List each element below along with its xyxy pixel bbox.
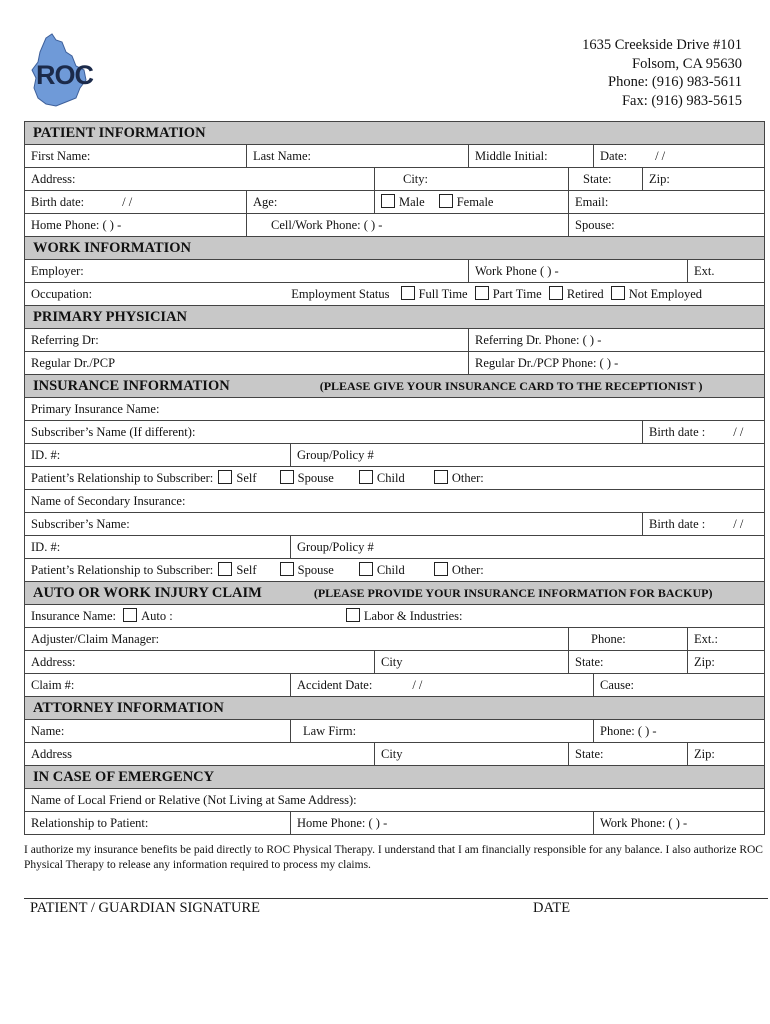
authorization-text: I authorize my insurance benefits be paid directly to ROC Physical Therapy. I understand that I am financially responsible for any balance. I also authorize ROC Physical Therapy to release any information required to process my claims. — [24, 844, 763, 871]
secondary-relationship-row — [25, 559, 765, 582]
zip-field[interactable]: Zip: — [643, 168, 765, 191]
section-primary-physician: PRIMARY PHYSICIAN — [25, 306, 765, 329]
claim-number-field[interactable]: Claim #: — [25, 674, 291, 697]
cell-phone-label: Cell/Work Phone: ( ) - — [271, 217, 383, 232]
insurance-heading: INSURANCE INFORMATION — [33, 377, 230, 394]
part-time-label: Part Time — [492, 287, 542, 301]
spouse-field[interactable]: Spouse: — [569, 214, 765, 237]
occupation-label: Occupation: — [31, 287, 93, 301]
group-policy-field[interactable]: Group/Policy # — [291, 444, 765, 467]
last-name-field[interactable]: Last Name: — [247, 145, 469, 168]
insurance-name-label: Insurance Name: — [31, 609, 117, 623]
birth-date-slashes: / / — [122, 194, 133, 209]
attorney-zip-field[interactable]: Zip: — [688, 743, 765, 766]
other-checkbox[interactable] — [434, 470, 448, 484]
birth-date-label: Birth date : — [649, 516, 706, 531]
secondary-birth-date-field[interactable] — [643, 513, 765, 536]
emergency-work-phone-field[interactable]: Work Phone: ( ) - — [594, 812, 765, 835]
law-firm-field[interactable] — [291, 720, 594, 743]
insurance-note: (PLEASE GIVE YOUR INSURANCE CARD TO THE RECEPTIONIST ) — [319, 378, 703, 393]
emergency-home-phone-field[interactable]: Home Phone: ( ) - — [291, 812, 594, 835]
home-phone-field[interactable]: Home Phone: ( ) - — [25, 214, 247, 237]
section-patient-information: PATIENT INFORMATION — [25, 122, 765, 145]
female-checkbox[interactable] — [439, 194, 453, 208]
retired-checkbox[interactable] — [549, 286, 563, 300]
child-label: Child — [376, 471, 405, 485]
subscriber-name-field[interactable]: Subscriber’s Name (If different): — [25, 421, 643, 444]
secondary-id-field[interactable]: ID. #: — [25, 536, 291, 559]
child-label: Child — [376, 563, 405, 577]
subscriber-birth-date-field[interactable] — [643, 421, 765, 444]
cell-phone-field[interactable] — [247, 214, 569, 237]
spouse-checkbox[interactable] — [280, 470, 294, 484]
auto-label: Auto : — [141, 609, 173, 623]
male-label: Male — [399, 195, 425, 209]
birth-date-slashes: / / — [733, 424, 744, 439]
birth-date-slashes: / / — [733, 516, 744, 531]
middle-initial-field[interactable]: Middle Initial: — [469, 145, 594, 168]
attorney-state-field[interactable]: State: — [569, 743, 688, 766]
birth-date-field[interactable] — [25, 191, 247, 214]
other-label: Other: — [451, 471, 484, 485]
spouse-label: Spouse — [297, 471, 334, 485]
attorney-name-field[interactable]: Name: — [25, 720, 291, 743]
local-friend-field[interactable]: Name of Local Friend or Relative (Not Living at Same Address): — [25, 789, 765, 812]
injury-note: (PLEASE PROVIDE YOUR INSURANCE INFORMATION FOR BACKUP) — [313, 585, 713, 600]
occupation-row — [25, 283, 765, 306]
city-label: City: — [403, 171, 429, 186]
injury-address-field[interactable]: Address: — [25, 651, 375, 674]
logo-text: ROC — [36, 60, 93, 90]
date-slashes: / / — [655, 148, 666, 163]
child-checkbox[interactable] — [359, 562, 373, 576]
section-insurance-information — [25, 375, 765, 398]
referring-dr-phone-field[interactable]: Referring Dr. Phone: ( ) - — [469, 329, 765, 352]
date-label: Date: — [600, 148, 628, 163]
section-injury-claim — [25, 582, 765, 605]
attorney-phone-field[interactable]: Phone: ( ) - — [594, 720, 765, 743]
birth-date-label: Birth date: — [31, 194, 85, 209]
primary-insurance-field[interactable]: Primary Insurance Name: — [25, 398, 765, 421]
female-label: Female — [456, 195, 494, 209]
work-ext-field[interactable]: Ext. — [688, 260, 765, 283]
relationship-label: Patient’s Relationship to Subscriber: — [31, 563, 214, 577]
cause-field[interactable]: Cause: — [594, 674, 765, 697]
not-employed-label: Not Employed — [628, 287, 703, 301]
regular-dr-field[interactable]: Regular Dr./PCP — [25, 352, 469, 375]
secondary-subscriber-field[interactable]: Subscriber’s Name: — [25, 513, 643, 536]
intake-form-rows — [24, 121, 765, 835]
self-label: Self — [236, 471, 257, 485]
regular-dr-phone-field[interactable]: Regular Dr./PCP Phone: ( ) - — [469, 352, 765, 375]
labor-checkbox[interactable] — [346, 608, 360, 622]
part-time-checkbox[interactable] — [475, 286, 489, 300]
date-field[interactable] — [594, 145, 765, 168]
attorney-address-field[interactable]: Address — [25, 743, 375, 766]
phone-label: Phone: — [591, 631, 626, 646]
clinic-address — [582, 36, 742, 110]
male-checkbox[interactable] — [381, 194, 395, 208]
age-field[interactable]: Age: — [247, 191, 375, 214]
section-emergency: IN CASE OF EMERGENCY — [25, 766, 765, 789]
gender-field[interactable] — [375, 191, 569, 214]
other-checkbox[interactable] — [434, 562, 448, 576]
injury-state-field[interactable]: State: — [569, 651, 688, 674]
not-employed-checkbox[interactable] — [611, 286, 625, 300]
retired-label: Retired — [566, 287, 604, 301]
address-line: Folsom, CA 95630 — [632, 55, 742, 72]
address-line: 1635 Creekside Drive #101 — [582, 37, 742, 53]
phone-line: Phone: (916) 983-5611 — [608, 74, 742, 90]
signature-line[interactable] — [24, 898, 768, 899]
spouse-label: Spouse — [297, 563, 334, 577]
child-checkbox[interactable] — [359, 470, 373, 484]
address-field[interactable]: Address: — [25, 168, 375, 191]
birth-date-label: Birth date : — [649, 424, 706, 439]
first-name-field[interactable]: First Name: — [25, 145, 247, 168]
insurance-id-field[interactable]: ID. #: — [25, 444, 291, 467]
referring-dr-field[interactable]: Referring Dr: — [25, 329, 469, 352]
accident-date-label: Accident Date: — [297, 677, 373, 692]
spouse-checkbox[interactable] — [280, 562, 294, 576]
injury-city-field[interactable]: City — [375, 651, 569, 674]
work-phone-field[interactable]: Work Phone ( ) - — [469, 260, 688, 283]
employer-field[interactable]: Employer: — [25, 260, 469, 283]
employment-status-label: Employment Status — [291, 287, 390, 301]
injury-zip-field[interactable]: Zip: — [688, 651, 765, 674]
accident-date-slashes: / / — [412, 677, 423, 692]
self-checkbox[interactable] — [218, 562, 232, 576]
secondary-insurance-field[interactable]: Name of Secondary Insurance: — [25, 490, 765, 513]
secondary-group-policy-field[interactable]: Group/Policy # — [291, 536, 765, 559]
attorney-city-field[interactable]: City — [375, 743, 569, 766]
section-attorney-information: ATTORNEY INFORMATION — [25, 697, 765, 720]
adjuster-phone-field[interactable] — [569, 628, 688, 651]
full-time-label: Full Time — [418, 287, 468, 301]
email-field[interactable]: Email: — [569, 191, 765, 214]
signature-label: PATIENT / GUARDIAN SIGNATURE — [30, 900, 260, 916]
emergency-relationship-field[interactable]: Relationship to Patient: — [25, 812, 291, 835]
relationship-row — [25, 467, 765, 490]
law-firm-label: Law Firm: — [303, 723, 357, 738]
relationship-label: Patient’s Relationship to Subscriber: — [31, 471, 214, 485]
auto-checkbox[interactable] — [123, 608, 137, 622]
city-field[interactable] — [375, 168, 569, 191]
state-label: State: — [583, 171, 612, 186]
other-label: Other: — [451, 563, 484, 577]
adjuster-ext-field[interactable]: Ext.: — [688, 628, 765, 651]
signature-date-label: DATE — [533, 900, 571, 916]
self-label: Self — [236, 563, 257, 577]
adjuster-field[interactable]: Adjuster/Claim Manager: — [25, 628, 569, 651]
accident-date-field[interactable] — [291, 674, 594, 697]
self-checkbox[interactable] — [218, 470, 232, 484]
fax-line: Fax: (916) 983-5615 — [621, 92, 742, 109]
injury-insurance-row — [25, 605, 765, 628]
state-field[interactable] — [569, 168, 643, 191]
section-work-information: WORK INFORMATION — [25, 237, 765, 260]
injury-heading: AUTO OR WORK INJURY CLAIM — [33, 584, 262, 601]
labor-label: Labor & Industries: — [363, 609, 463, 623]
full-time-checkbox[interactable] — [401, 286, 415, 300]
